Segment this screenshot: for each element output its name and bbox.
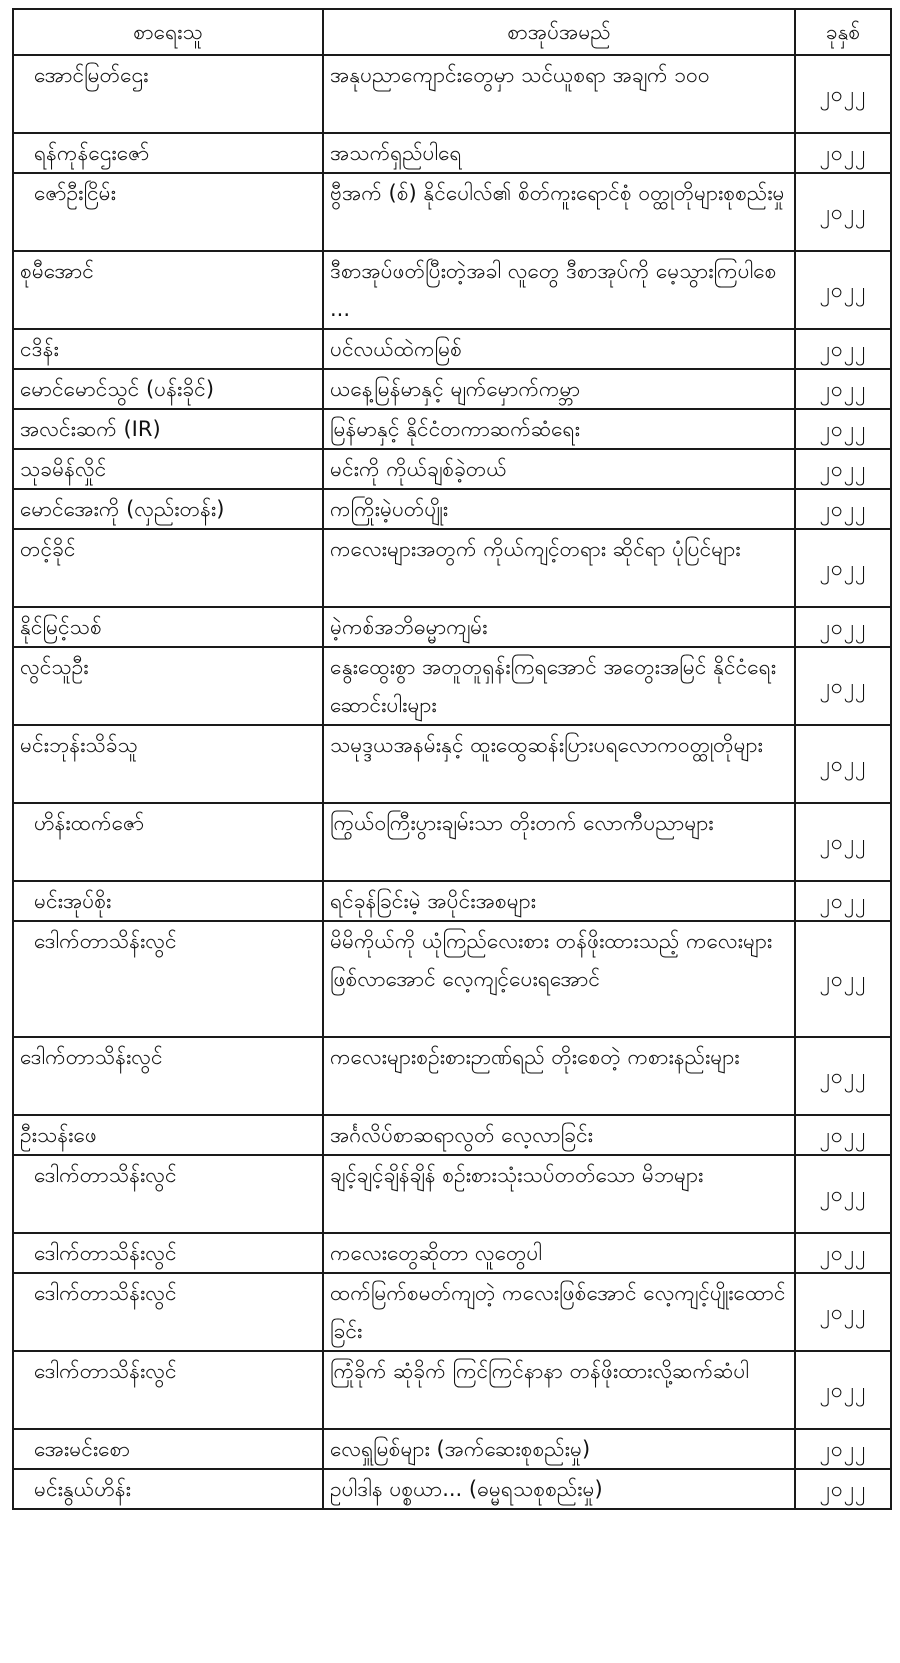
author-cell: ဒေါက်တာသိန်းလွင်	[13, 1233, 323, 1273]
title-cell: ချင့်ချင့်ချိန်ချိန် စဉ်းစားသုံးသပ်တတ်သော မိဘများ	[323, 1155, 795, 1233]
year-cell: ၂၀၂၂	[795, 881, 891, 921]
title-cell: ဗွီအက် (စ်) နိုင်ပေါလ်၏ စိတ်ကူးရောင်စုံ ဝတ္ထုတိုများစုစည်းမှု	[323, 173, 795, 251]
author-cell: မင်းဘုန်းသိခ်သူ	[13, 725, 323, 803]
title-cell: အသက်ရှည်ပါရေ	[323, 133, 795, 173]
year-cell: ၂၀၂၂	[795, 803, 891, 881]
author-cell: မောင်မောင်သွင် (ပန်းခိုင်)	[13, 369, 323, 409]
year-cell: ၂၀၂၂	[795, 1233, 891, 1273]
book-list-table	[12, 8, 892, 1510]
author-cell: ဒေါက်တာသိန်းလွင်	[13, 921, 323, 1037]
author-cell: အလင်းဆက် (IR)	[13, 409, 323, 449]
year-cell: ၂၀၂၂	[795, 647, 891, 725]
year-cell: ၂၀၂၂	[795, 409, 891, 449]
title-cell: အနုပညာကျောင်းတွေမှာ သင်ယူစရာ အချက် ၁၀၀	[323, 55, 795, 133]
book-list-sheet	[12, 8, 890, 1510]
title-cell: ကလေးများစဉ်းစားဉာဏ်ရည် တိုးစေတဲ့ ကစားနည်းများ	[323, 1037, 795, 1115]
table-row	[13, 369, 891, 409]
year-cell: ၂၀၂၂	[795, 55, 891, 133]
table-row	[13, 725, 891, 803]
table-row	[13, 881, 891, 921]
title-cell: ဒီစာအုပ်ဖတ်ပြီးတဲ့အခါ လူတွေ ဒီစာအုပ်ကို မေ့သွားကြပါစေ ...	[323, 251, 795, 329]
author-cell: ဒေါက်တာသိန်းလွင်	[13, 1037, 323, 1115]
title-cell: နွေးထွေးစွာ အတူတူရှန်းကြရအောင် အတွေးအမြင် နိုင်ငံရေး ဆောင်းပါးများ	[323, 647, 795, 725]
title-cell: ကြုံခိုက် ဆုံခိုက် ကြင်ကြင်နာနာ တန်ဖိုးထားလို့ဆက်ဆံပါ	[323, 1351, 795, 1429]
table-row	[13, 1115, 891, 1155]
title-cell: ကလေးတွေဆိုတာ လူတွေပါ	[323, 1233, 795, 1273]
year-cell: ၂၀၂၂	[795, 329, 891, 369]
author-cell: မင်းနွယ်ဟိန်း	[13, 1469, 323, 1509]
table-row	[13, 1273, 891, 1351]
year-cell: ၂၀၂၂	[795, 607, 891, 647]
table-row	[13, 1155, 891, 1233]
title-cell: မြန်မာနှင့် နိုင်ငံတကာဆက်ဆံရေး	[323, 409, 795, 449]
title-cell: ဥပါဒါန ပစ္စယာ... (ဓမ္မရသစုစည်းမှု)	[323, 1469, 795, 1509]
table-row	[13, 1429, 891, 1469]
title-cell: ရင်ခုန်ခြင်းမဲ့ အပိုင်းအစများ	[323, 881, 795, 921]
table-row	[13, 55, 891, 133]
year-cell: ၂၀၂၂	[795, 1429, 891, 1469]
table-row	[13, 647, 891, 725]
author-cell: တင့်ခိုင်	[13, 529, 323, 607]
year-cell: ၂၀၂၂	[795, 449, 891, 489]
table-row	[13, 1469, 891, 1509]
table-row	[13, 251, 891, 329]
year-cell: ၂၀၂၂	[795, 921, 891, 1037]
author-cell: မောင်အေးကို (လှည်းတန်း)	[13, 489, 323, 529]
author-cell: မင်းအုပ်စိုး	[13, 881, 323, 921]
table-row	[13, 489, 891, 529]
year-cell: ၂၀၂၂	[795, 1273, 891, 1351]
title-cell: ကလေးများအတွက် ကိုယ်ကျင့်တရား ဆိုင်ရာ ပုံပြင်များ	[323, 529, 795, 607]
author-cell: အောင်မြတ်ဌေး	[13, 55, 323, 133]
author-cell: နိုင်မြင့်သစ်	[13, 607, 323, 647]
year-cell: ၂၀၂၂	[795, 369, 891, 409]
title-column-header: စာအုပ်အမည်	[323, 9, 795, 55]
year-column-header: ခုနှစ်	[795, 9, 891, 55]
year-cell: ၂၀၂၂	[795, 1037, 891, 1115]
year-cell: ၂၀၂၂	[795, 1469, 891, 1509]
author-cell: ဇော်ဦးငြိမ်း	[13, 173, 323, 251]
year-cell: ၂၀၂၂	[795, 529, 891, 607]
title-cell: မဲ့ကစ်အဘိဓမ္မာကျမ်း	[323, 607, 795, 647]
title-cell: ကကြိုးမဲ့ပတ်ပျိုး	[323, 489, 795, 529]
author-column-header: စာရေးသူ	[13, 9, 323, 55]
author-cell: ဒေါက်တာသိန်းလွင်	[13, 1155, 323, 1233]
title-cell: ကြွယ်ဝကြီးပွားချမ်းသာ တိုးတက် လောကီပညာများ	[323, 803, 795, 881]
title-cell: လေရှူမြစ်များ (အက်ဆေးစုစည်းမှု)	[323, 1429, 795, 1469]
year-cell: ၂၀၂၂	[795, 133, 891, 173]
year-cell: ၂၀၂၂	[795, 173, 891, 251]
title-cell: ပင်လယ်ထဲကမြစ်	[323, 329, 795, 369]
title-cell: ထက်မြက်စမတ်ကျတဲ့ ကလေးဖြစ်အောင် လေ့ကျင့်ပျိုးထောင်ခြင်း	[323, 1273, 795, 1351]
table-row	[13, 409, 891, 449]
table-header-row	[13, 9, 891, 55]
table-row	[13, 133, 891, 173]
author-cell: ရန်ကုန်ဌေးဇော်	[13, 133, 323, 173]
author-cell: ငဒိန်း	[13, 329, 323, 369]
table-row	[13, 1351, 891, 1429]
author-cell: ဟိန်းထက်ဇော်	[13, 803, 323, 881]
table-row	[13, 607, 891, 647]
table-row	[13, 1233, 891, 1273]
author-cell: စုမီအောင်	[13, 251, 323, 329]
year-cell: ၂၀၂၂	[795, 1155, 891, 1233]
title-cell: သမုဒ္ဒယအနမ်းနှင့် ထူးထွေဆန်းပြားပရလောကဝတ္ထုတိုများ	[323, 725, 795, 803]
title-cell: မိမိကိုယ်ကို ယုံကြည်လေးစား တန်ဖိုးထားသည့် ကလေးများ ဖြစ်လာအောင် လေ့ကျင့်ပေးရအောင်	[323, 921, 795, 1037]
year-cell: ၂၀၂၂	[795, 251, 891, 329]
year-cell: ၂၀၂၂	[795, 725, 891, 803]
table-row	[13, 173, 891, 251]
author-cell: အေးမင်းစော	[13, 1429, 323, 1469]
table-row	[13, 329, 891, 369]
table-row	[13, 529, 891, 607]
year-cell: ၂၀၂၂	[795, 489, 891, 529]
title-cell: ယနေ့မြန်မာနှင့် မျက်မှောက်ကမ္ဘာ	[323, 369, 795, 409]
table-row	[13, 1037, 891, 1115]
author-cell: သုခမိန်လှိုင်	[13, 449, 323, 489]
author-cell: လွင်သူဦး	[13, 647, 323, 725]
author-cell: ဒေါက်တာသိန်းလွင်	[13, 1351, 323, 1429]
table-row	[13, 803, 891, 881]
year-cell: ၂၀၂၂	[795, 1351, 891, 1429]
table-row	[13, 449, 891, 489]
table-row	[13, 921, 891, 1037]
year-cell: ၂၀၂၂	[795, 1115, 891, 1155]
author-cell: ဦးသန်းဖေ	[13, 1115, 323, 1155]
author-cell: ဒေါက်တာသိန်းလွင်	[13, 1273, 323, 1351]
title-cell: မင်းကို ကိုယ်ချစ်ခဲ့တယ်	[323, 449, 795, 489]
title-cell: အင်္ဂလိပ်စာဆရာလွတ် လေ့လာခြင်း	[323, 1115, 795, 1155]
